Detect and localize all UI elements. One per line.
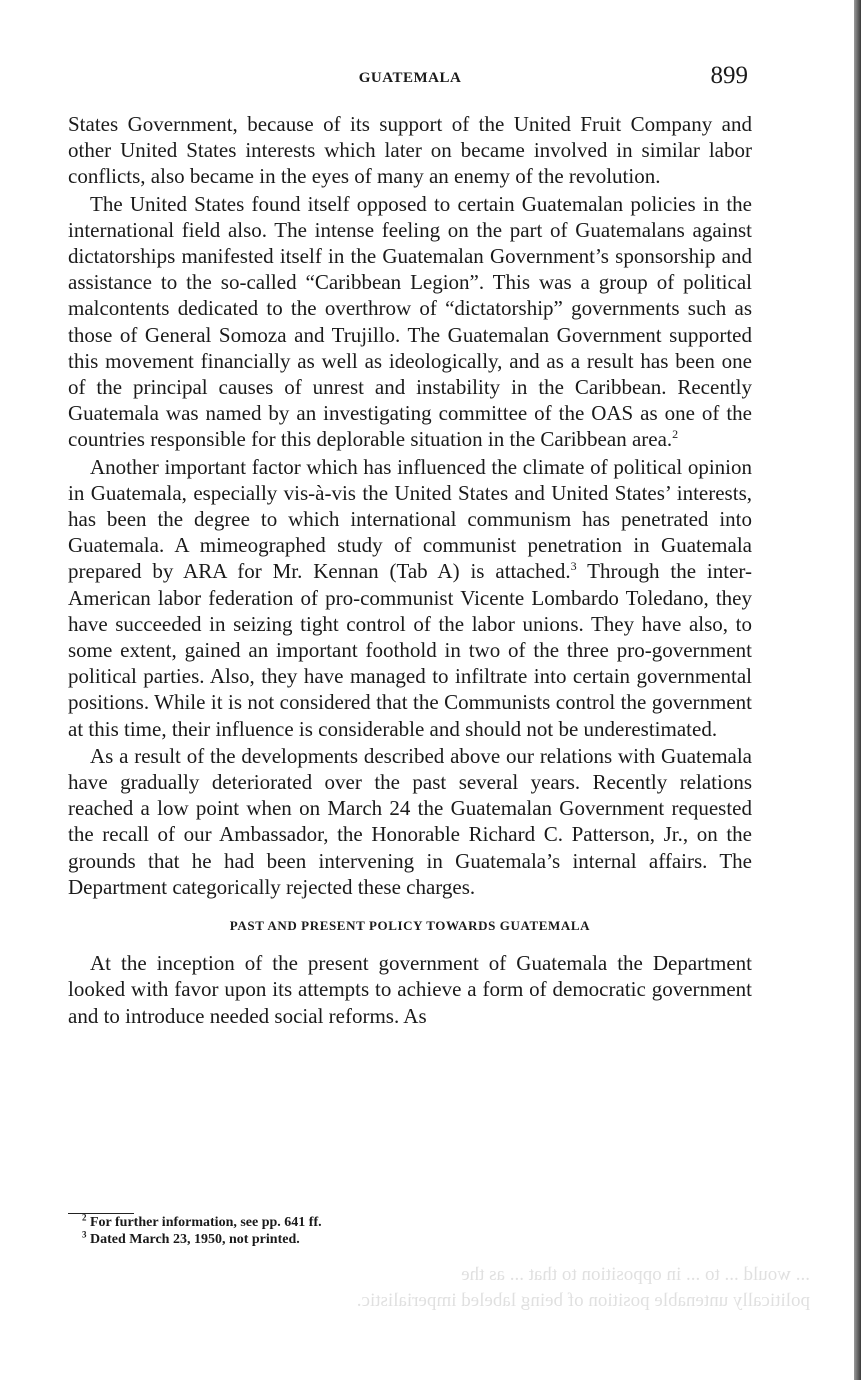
footnote-ref-2[interactable]: 2 — [672, 427, 679, 442]
bleed-line-2: politically untenable position of being labeled imperialistic. — [356, 1290, 810, 1311]
paragraph-4: As a result of the developments described above our relations with Guatemala have gradually deteriorated over the past several years. Recently relations reached a low point when on March 24 the Guatemalan Government requested the recall of our Ambassador, the Honorable Richard C. Patterson, Jr., on the grounds that he had been intervening in Guatemala’s internal affairs. The Department categorically rejected these charges. — [68, 743, 752, 899]
running-head: GUATEMALA — [358, 70, 462, 86]
paragraph-3: Another important factor which has influenced the climate of political opinion in Guatemala, especially vis-à-vis the United States and United States’ interests, has been the degree to which international communism has penetrated into Guatemala. A mimeographed study of communist penetration in Guatemala prepared by ARA for Mr. Kennan (Tab A) is attached.$^3$ Through the inter-American labor federation of pro-communist Vicente Lombardo Toledano, they have succeeded in seizing tight control of the labor unions. They have also, to some extent, gained an important foothold in two of the three pro-government political parties. Also, they have managed to infiltrate into certain governmental positions. While it is not considered that the Communists control the government at this time, their influence is considerable and should not be underestimated. — [68, 454, 752, 741]
paragraph-5: At the inception of the present government of Guatemala the Department looked with favor upon its attempts to achieve a form of democratic government and to introduce needed social reforms. As — [68, 951, 752, 1028]
footnote-ref-3[interactable]: 3 — [570, 559, 577, 574]
paragraph-2: The United States found itself opposed to certain Guatemalan policies in the international field also. The intense feeling on the part of Guatemalans against dictatorships manifested itself in the Guatemalan Government’s sponsorship and assistance to the so-called “Caribbean Legion”. This was a group of political malcontents dedicated to the overthrow of “dictatorship” governments such as those of General Somoza and Trujillo. The Guatemalan Government supported this movement financially as well as ideologically, and as a result has been one of the principal causes of unrest and instability in the Caribbean. Recently Guatemala was named by an investigating committee of the OAS as one of the countries responsible for this deplorable situation in the Caribbean area.$^2$ — [68, 191, 752, 452]
section-heading: PAST AND PRESENT POLICY TOWARDS GUATEMALA — [229, 918, 591, 934]
body-text — [68, 111, 752, 1029]
page-number: 899 — [710, 62, 748, 89]
bleed-through-text — [170, 1262, 810, 1314]
paragraph-1: States Government, because of its support of the United Fruit Company and other United States interests which later on became involved in similar labor conflicts, also became in the eyes of many an enemy of the revolution. — [68, 112, 752, 189]
footnotes — [68, 1213, 752, 1248]
footnote-2: $^2$ For further information, see pp. 641 ff. — [82, 1212, 322, 1230]
footnote-3: $^3$ Dated March 23, 1950, not printed. — [82, 1229, 300, 1247]
bleed-line-1: ... would ... to ... in opposition to that ... as the — [461, 1264, 810, 1285]
page-header — [68, 62, 752, 94]
page-edge-shadow — [854, 0, 861, 1380]
